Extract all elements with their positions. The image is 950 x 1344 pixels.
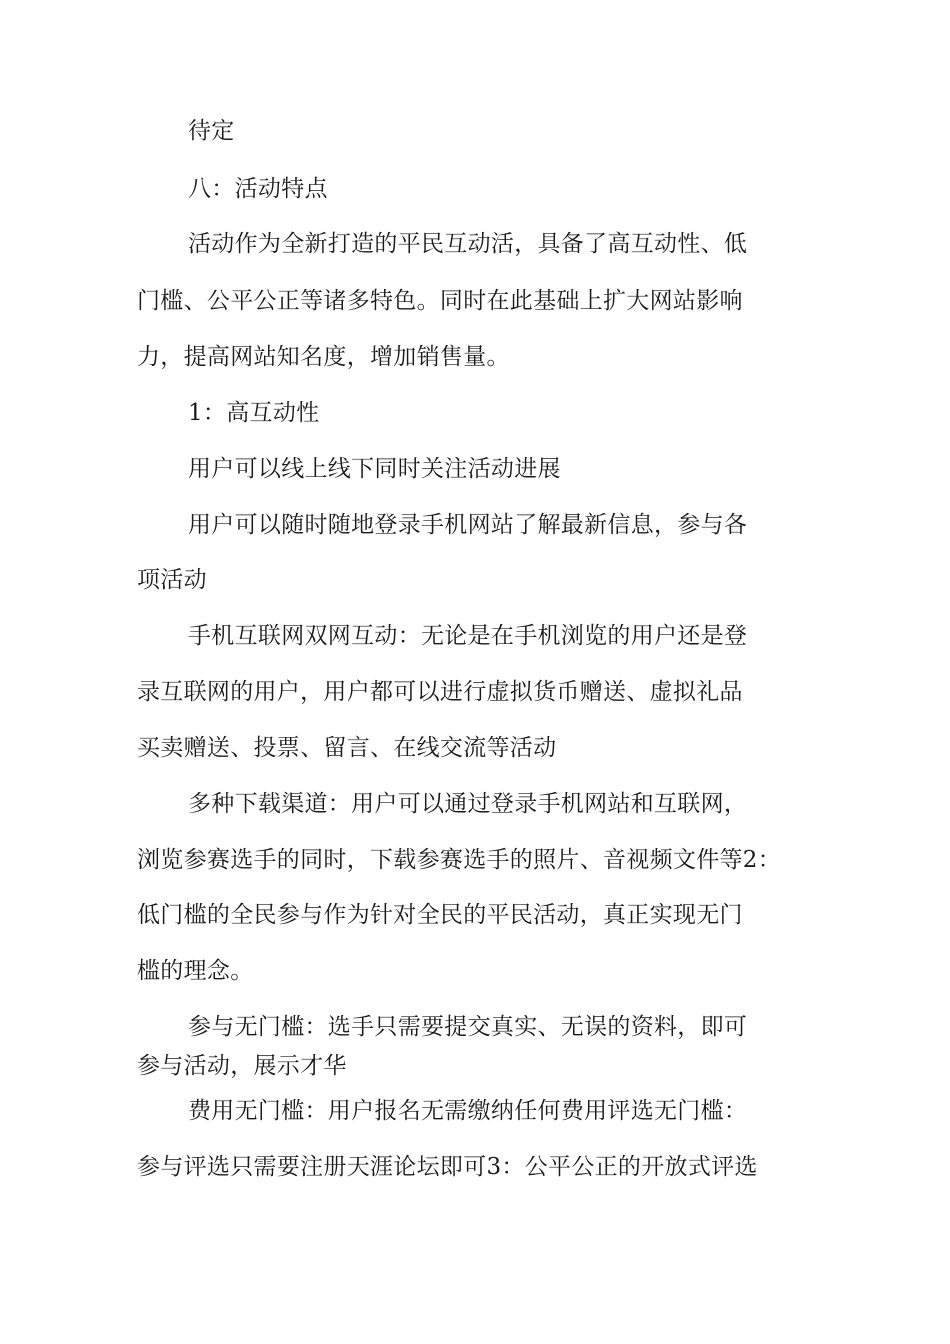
paragraph-line: 活动作为全新打造的平民互动活，具备了高互动性、低: [188, 231, 748, 257]
paragraph-line: 手机互联网双网互动：无论是在手机浏览的用户还是登: [188, 623, 748, 649]
paragraph-line: 买卖赠送、投票、留言、在线交流等活动: [137, 735, 557, 761]
paragraph-line: 槛的理念。: [137, 958, 254, 984]
paragraph-line: 费用无门槛：用户报名无需缴纳任何费用评选无门槛：: [188, 1098, 748, 1124]
section-heading-activity-features: 八：活动特点: [188, 176, 328, 202]
paragraph-line: 项活动: [137, 567, 207, 593]
text-line-pending: 待定: [188, 118, 235, 144]
paragraph-line: 用户可以线上线下同时关注活动进展: [188, 456, 561, 482]
paragraph-line: 低门槛的全民参与作为针对全民的平民活动，真正实现无门: [137, 902, 743, 928]
paragraph-line: 录互联网的用户，用户都可以进行虚拟货币赠送、虚拟礼品: [137, 679, 743, 705]
paragraph-line: 参与评选只需要注册天涯论坛即可3：公平公正的开放式评选: [137, 1154, 758, 1180]
paragraph-line: 门槛、公平公正等诸多特色。同时在此基础上扩大网站影响: [137, 288, 743, 314]
paragraph-line: 多种下载渠道：用户可以通过登录手机网站和互联网，: [188, 791, 748, 817]
paragraph-line: 力，提高网站知名度，增加销售量。: [137, 344, 510, 370]
subheading-high-interactivity: 1：高互动性: [188, 400, 320, 426]
paragraph-line: 浏览参赛选手的同时，下载参赛选手的照片、音视频文件等2：: [137, 847, 782, 873]
paragraph-line: 参与活动，展示才华: [137, 1053, 347, 1079]
paragraph-line: 参与无门槛：选手只需要提交真实、无误的资料，即可: [188, 1014, 748, 1040]
paragraph-line: 用户可以随时随地登录手机网站了解最新信息，参与各: [188, 512, 748, 538]
